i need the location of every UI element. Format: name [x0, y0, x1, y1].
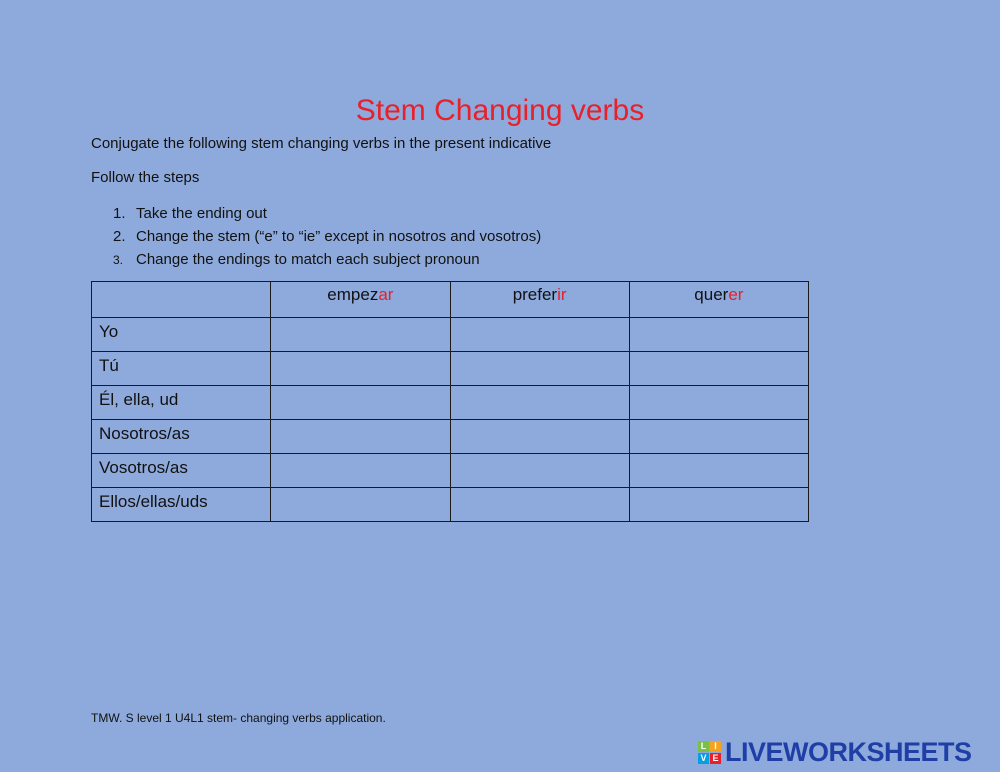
conjugation-table: [91, 281, 809, 522]
verb-ending: ar: [378, 285, 394, 304]
logo-icon: [698, 741, 721, 764]
answer-cell[interactable]: [629, 318, 808, 352]
answer-cell[interactable]: [450, 488, 629, 522]
table-row: [92, 318, 809, 352]
pronoun-cell: Yo: [92, 318, 271, 352]
step-item: [91, 225, 541, 248]
table-row: [92, 352, 809, 386]
follow-steps-text: Follow the steps: [91, 169, 200, 186]
step-number: 1.: [113, 205, 126, 222]
table-row: [92, 488, 809, 522]
verb-header-preferir: [450, 282, 629, 318]
logo-letter: I: [710, 741, 721, 752]
answer-cell[interactable]: [271, 420, 450, 454]
logo-letter: L: [698, 741, 709, 752]
logo-letter: E: [710, 753, 721, 764]
pronoun-cell: Nosotros/as: [92, 420, 271, 454]
answer-cell[interactable]: [629, 454, 808, 488]
step-number: 3.: [113, 252, 124, 267]
verb-ending: ir: [557, 285, 567, 304]
step-item: [91, 248, 541, 271]
answer-cell[interactable]: [629, 488, 808, 522]
answer-cell[interactable]: [629, 420, 808, 454]
table-row: [92, 454, 809, 488]
step-text: Take the ending out: [136, 205, 267, 222]
step-item: [91, 202, 541, 225]
instruction-text: Conjugate the following stem changing verbs in the present indicative: [91, 135, 552, 152]
answer-cell[interactable]: [271, 318, 450, 352]
verb-stem: prefer: [512, 285, 558, 304]
verb-stem: quer: [694, 285, 729, 304]
pronoun-cell: Ellos/ellas/uds: [92, 488, 271, 522]
answer-cell[interactable]: [271, 454, 450, 488]
step-number: 2.: [113, 228, 126, 245]
pronoun-cell: Él, ella, ud: [92, 386, 271, 420]
footer-text: TMW. S level 1 U4L1 stem- changing verbs application.: [91, 711, 386, 725]
answer-cell[interactable]: [450, 386, 629, 420]
verb-ending: er: [728, 285, 744, 304]
answer-cell[interactable]: [271, 488, 450, 522]
answer-cell[interactable]: [450, 318, 629, 352]
step-text: Change the stem (“e” to “ie” except in nosotros and vosotros): [136, 228, 542, 245]
answer-cell[interactable]: [629, 386, 808, 420]
answer-cell[interactable]: [450, 352, 629, 386]
liveworksheets-logo[interactable]: [698, 738, 972, 766]
table-row: [92, 420, 809, 454]
corner-cell: [92, 282, 271, 318]
logo-letter: V: [698, 753, 709, 764]
page-title: Stem Changing verbs: [355, 94, 645, 127]
verb-header-empezar: [271, 282, 450, 318]
table-row: [92, 386, 809, 420]
logo-text: LIVEWORKSHEETS: [725, 736, 972, 767]
pronoun-cell: Tú: [92, 352, 271, 386]
step-text: Change the endings to match each subject pronoun: [136, 251, 480, 268]
steps-list: [91, 202, 541, 271]
verb-stem: empez: [327, 285, 379, 304]
verb-header-querer: [629, 282, 808, 318]
answer-cell[interactable]: [450, 420, 629, 454]
answer-cell[interactable]: [450, 454, 629, 488]
answer-cell[interactable]: [271, 386, 450, 420]
answer-cell[interactable]: [271, 352, 450, 386]
pronoun-cell: Vosotros/as: [92, 454, 271, 488]
table-header-row: [92, 282, 809, 318]
answer-cell[interactable]: [629, 352, 808, 386]
